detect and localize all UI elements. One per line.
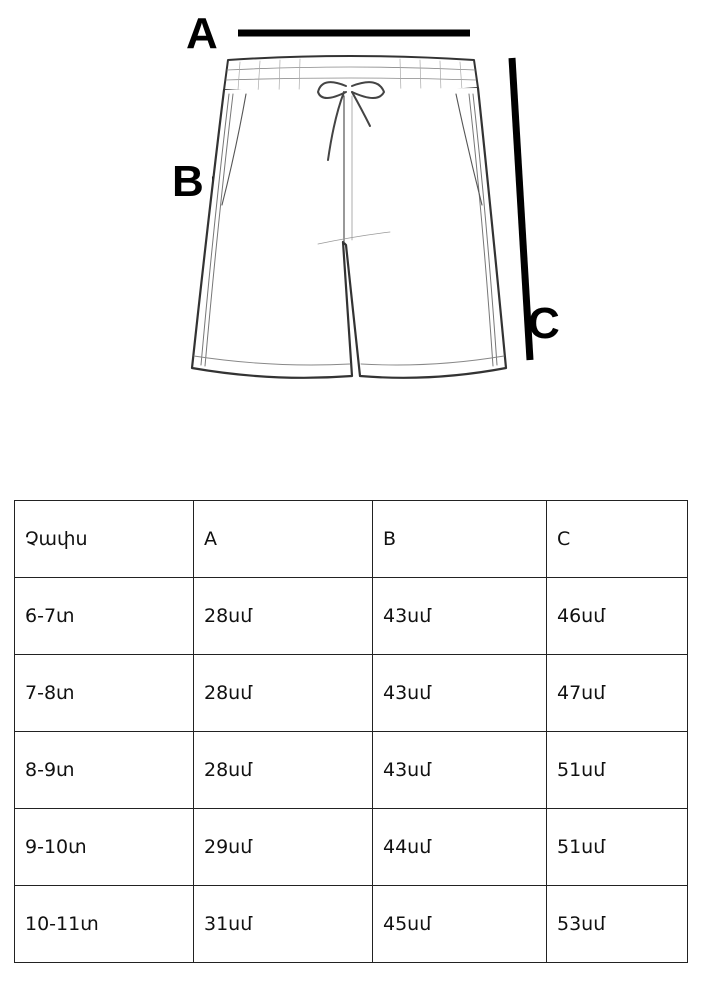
size-chart-table [14, 500, 688, 963]
table-row [15, 809, 688, 886]
size-cell: 7-8տ [15, 655, 194, 732]
c-value-cell: 46սմ [547, 578, 688, 655]
a-value-cell: 28սմ [194, 732, 373, 809]
header-cell-size: Չափս [15, 501, 194, 578]
size-cell: 6-7տ [15, 578, 194, 655]
b-value-cell: 44սմ [373, 809, 547, 886]
table-row [15, 886, 688, 963]
size-cell: 10-11տ [15, 886, 194, 963]
b-value-cell: 43սմ [373, 578, 547, 655]
marker-c-label: C [528, 299, 560, 348]
c-value-cell: 51սմ [547, 809, 688, 886]
header-cell-a: A [194, 501, 373, 578]
table-row [15, 732, 688, 809]
table-header-row [15, 501, 688, 578]
c-value-cell: 51սմ [547, 732, 688, 809]
header-cell-b: B [373, 501, 547, 578]
marker-a-label: A [186, 9, 218, 58]
c-value-cell: 47սմ [547, 655, 688, 732]
c-value-cell: 53սմ [547, 886, 688, 963]
size-cell: 9-10տ [15, 809, 194, 886]
header-cell-c: C [547, 501, 688, 578]
b-value-cell: 45սմ [373, 886, 547, 963]
a-value-cell: 28սմ [194, 655, 373, 732]
shorts-diagram [0, 0, 707, 420]
b-value-cell: 43սմ [373, 655, 547, 732]
table-row [15, 578, 688, 655]
a-value-cell: 29սմ [194, 809, 373, 886]
b-value-cell: 43սմ [373, 732, 547, 809]
shorts-illustration [192, 56, 506, 378]
a-value-cell: 28սմ [194, 578, 373, 655]
size-cell: 8-9տ [15, 732, 194, 809]
a-value-cell: 31սմ [194, 886, 373, 963]
table-row [15, 655, 688, 732]
marker-b-label: B [172, 157, 204, 206]
